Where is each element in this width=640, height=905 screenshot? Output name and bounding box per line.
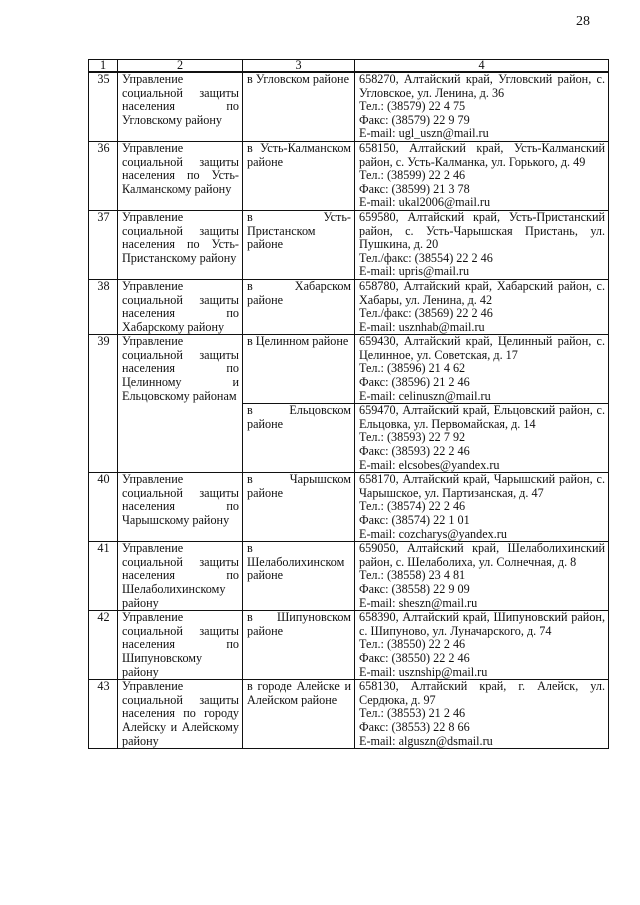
phone-number: Тел.: (38596) 21 4 62	[359, 362, 466, 376]
postal-address: 658170, Алтайский край, Чарышский район, с. Чарышское, ул. Партизанская, д. 47	[359, 473, 605, 500]
table-row	[89, 210, 609, 279]
table-row	[89, 680, 609, 749]
postal-address: 659430, Алтайский край, Целинный район, с. Целинное, ул. Советская, д. 17	[359, 335, 605, 362]
column-header-2: 2	[118, 60, 243, 73]
table-row	[89, 611, 609, 680]
column-header-3: 3	[243, 60, 355, 73]
agency-name: Управление социальной защиты населения по Усть-Пристанскому району	[118, 210, 243, 279]
postal-address: 658150, Алтайский край, Усть-Калманский район, с. Усть-Калманка, ул. Горького, д. 49	[359, 141, 605, 169]
email-address: E-mail: usznship@mail.ru	[359, 665, 488, 679]
fax-number: Факс: (38558) 22 9 09	[359, 582, 470, 596]
fax-number: Факс: (38550) 22 2 46	[359, 651, 470, 665]
fax-number: Факс: (38574) 22 1 01	[359, 514, 470, 527]
row-number: 41	[89, 542, 118, 611]
service-area: в Усть-Пристанском районе	[243, 210, 355, 279]
phone-number: Тел.: (38558) 23 4 81	[359, 569, 466, 583]
phone-number: Тел./факс: (38569) 22 2 46	[359, 307, 493, 321]
postal-address: 658780, Алтайский край, Хабарский район, с. Хабары, ул. Ленина, д. 42	[359, 279, 605, 307]
phone-number: Тел.: (38574) 22 2 46	[359, 500, 466, 514]
table-row	[89, 72, 609, 141]
fax-number: Факс: (38593) 22 2 46	[359, 445, 470, 459]
agency-name: Управление социальной защиты населения по Чарышскому району	[118, 473, 243, 542]
service-area: в Хабарском районе	[243, 279, 355, 334]
email-address: E-mail: elcsobes@yandex.ru	[359, 458, 500, 472]
row-number: 36	[89, 141, 118, 210]
row-number: 39	[89, 335, 118, 473]
contact-details	[355, 72, 609, 141]
row-number: 38	[89, 279, 118, 334]
service-area: в Шелаболихинском районе	[243, 542, 355, 611]
service-area: в Шипуновском районе	[243, 611, 355, 680]
postal-address: 659470, Алтайский край, Ельцовский район, с. Ельцовка, ул. Первомайская, д. 14	[359, 404, 605, 431]
email-address: E-mail: cozcharys@yandex.ru	[359, 527, 507, 541]
phone-number: Тел.: (38553) 21 2 46	[359, 707, 466, 721]
service-area: в Целинном районе	[243, 335, 355, 404]
email-address: E-mail: upris@mail.ru	[359, 265, 470, 279]
table-row	[89, 335, 609, 404]
fax-number: Факс: (38596) 21 2 46	[359, 376, 470, 390]
service-area: в Усть-Калманском районе	[243, 141, 355, 210]
postal-address: 659050, Алтайский край, Шелаболихинский район, с. Шелаболиха, ул. Солнечная, д. 8	[359, 542, 605, 569]
phone-number: Тел.: (38593) 22 7 92	[359, 431, 466, 445]
column-header-1: 1	[89, 60, 118, 73]
phone-number: Тел.: (38550) 22 2 46	[359, 638, 466, 652]
agency-name: Управление социальной защиты населения по Усть-Калманскому району	[118, 141, 243, 210]
phone-number: Тел.: (38599) 22 2 46	[359, 169, 466, 183]
row-number: 43	[89, 680, 118, 749]
phone-number: Тел./факс: (38554) 22 2 46	[359, 251, 493, 265]
table-row	[89, 473, 609, 542]
contact-details	[355, 279, 609, 334]
contact-details	[355, 611, 609, 680]
column-number-row	[89, 60, 609, 73]
social-protection-offices-table	[88, 59, 609, 749]
postal-address: 659580, Алтайский край, Усть-Пристанский район, с. Усть-Чарышская Пристань, ул. Пушкина, д. 20	[359, 210, 605, 252]
agency-name: Управление социальной защиты населения по городу Алейску и Алейскому району	[118, 680, 243, 749]
contact-details	[355, 141, 609, 210]
contact-details	[355, 404, 609, 473]
row-number: 42	[89, 611, 118, 680]
table-row	[89, 542, 609, 611]
agency-name: Управление социальной защиты населения по Хабарскому району	[118, 279, 243, 334]
agency-name: Управление социальной защиты населения по Шипуновскому району	[118, 611, 243, 680]
email-address: E-mail: sheszn@mail.ru	[359, 596, 478, 610]
service-area: в Угловском районе	[243, 72, 355, 141]
row-number: 40	[89, 473, 118, 542]
agency-name: Управление социальной защиты населения по Целинному и Ельцовскому районам	[118, 335, 243, 473]
service-area: в городе Алейске и Алейском районе	[243, 680, 355, 749]
email-address: E-mail: celinuszn@mail.ru	[359, 389, 491, 403]
postal-address: 658270, Алтайский край, Угловский район, с. Угловское, ул. Ленина, д. 36	[359, 73, 605, 100]
table-row	[89, 279, 609, 334]
email-address: E-mail: usznhab@mail.ru	[359, 320, 485, 334]
row-number: 37	[89, 210, 118, 279]
email-address: E-mail: ukal2006@mail.ru	[359, 196, 491, 210]
agency-name: Управление социальной защиты населения по Шелаболихинскому району	[118, 542, 243, 611]
fax-number: Факс: (38553) 22 8 66	[359, 720, 470, 734]
contact-details	[355, 680, 609, 749]
service-area: в Ельцовском районе	[243, 404, 355, 473]
contact-details	[355, 335, 609, 404]
agency-name: Управление социальной защиты населения по Угловскому району	[118, 72, 243, 141]
row-number: 35	[89, 72, 118, 141]
contact-details	[355, 210, 609, 279]
contact-details	[355, 542, 609, 611]
fax-number: Факс: (38579) 22 9 79	[359, 113, 470, 127]
contact-details	[355, 473, 609, 542]
fax-number: Факс: (38599) 21 3 78	[359, 182, 470, 196]
email-address: E-mail: alguszn@dsmail.ru	[359, 734, 493, 748]
table-row	[89, 141, 609, 210]
email-address: E-mail: ugl_uszn@mail.ru	[359, 127, 489, 141]
service-area: в Чарышском районе	[243, 473, 355, 542]
page-number: 28	[576, 14, 590, 29]
column-header-4: 4	[355, 60, 609, 73]
postal-address: 658130, Алтайский край, г. Алейск, ул. Сердюка, д. 97	[359, 680, 605, 707]
phone-number: Тел.: (38579) 22 4 75	[359, 100, 466, 114]
postal-address: 658390, Алтайский край, Шипуновский район, с. Шипуново, ул. Луначарского, д. 74	[359, 611, 605, 638]
